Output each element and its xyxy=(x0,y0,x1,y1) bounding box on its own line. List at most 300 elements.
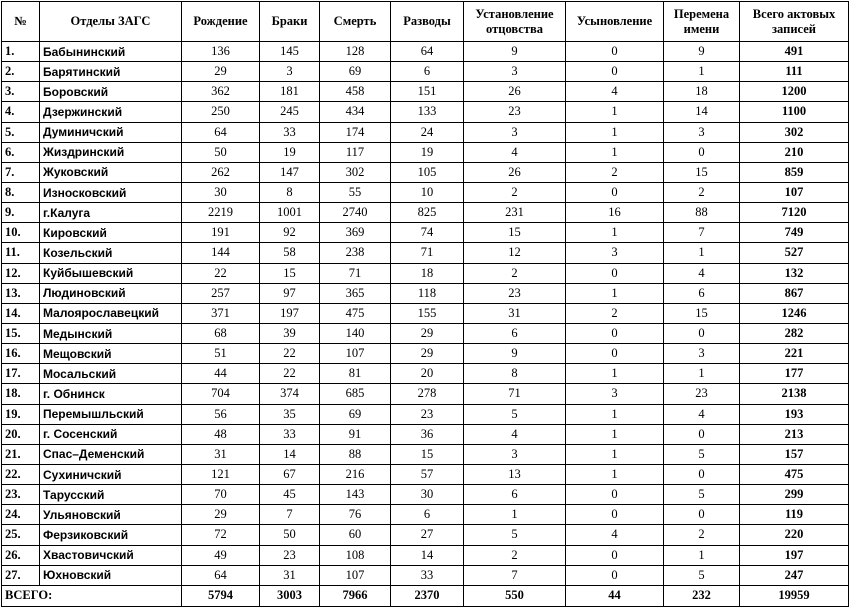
row-number: 1. xyxy=(2,42,40,62)
birth-cell: 136 xyxy=(182,42,260,62)
table-row xyxy=(2,102,849,122)
marriage-cell: 22 xyxy=(260,364,320,384)
adoption-cell: 4 xyxy=(566,525,664,545)
adoption-cell: 4 xyxy=(566,82,664,102)
paternity-cell: 8 xyxy=(464,364,566,384)
paternity-cell: 15 xyxy=(464,223,566,243)
table-row xyxy=(2,303,849,323)
death-cell: 55 xyxy=(320,182,391,202)
death-cell: 140 xyxy=(320,323,391,343)
name-change-cell: 6 xyxy=(664,283,740,303)
table-row xyxy=(2,464,849,484)
name-change-cell: 5 xyxy=(664,565,740,585)
header-death: Смерть xyxy=(320,2,391,42)
marriage-cell: 97 xyxy=(260,283,320,303)
totals-label: ВСЕГО: xyxy=(2,585,182,606)
table-row xyxy=(2,545,849,565)
name-change-cell: 0 xyxy=(664,505,740,525)
death-cell: 117 xyxy=(320,142,391,162)
row-number: 8. xyxy=(2,182,40,202)
adoption-cell: 16 xyxy=(566,203,664,223)
adoption-cell: 3 xyxy=(566,384,664,404)
adoption-cell: 1 xyxy=(566,404,664,424)
name-change-cell: 0 xyxy=(664,464,740,484)
adoption-cell: 1 xyxy=(566,424,664,444)
paternity-cell: 23 xyxy=(464,283,566,303)
table-row xyxy=(2,505,849,525)
header-num: № xyxy=(2,2,40,42)
adoption-cell: 0 xyxy=(566,565,664,585)
name-change-cell: 4 xyxy=(664,404,740,424)
name-change-cell: 0 xyxy=(664,424,740,444)
paternity-cell: 6 xyxy=(464,323,566,343)
divorce-cell: 825 xyxy=(391,203,464,223)
birth-cell: 362 xyxy=(182,82,260,102)
office-name: Жуковский xyxy=(40,162,182,182)
total-cell: 491 xyxy=(740,42,849,62)
table-body xyxy=(2,42,849,586)
death-cell: 71 xyxy=(320,263,391,283)
office-name: Людиновский xyxy=(40,283,182,303)
table-row xyxy=(2,485,849,505)
marriage-cell: 39 xyxy=(260,323,320,343)
paternity-cell: 2 xyxy=(464,182,566,202)
adoption-cell: 0 xyxy=(566,182,664,202)
table-row xyxy=(2,323,849,343)
death-cell: 76 xyxy=(320,505,391,525)
row-number: 18. xyxy=(2,384,40,404)
office-name: Дзержинский xyxy=(40,102,182,122)
divorce-cell: 74 xyxy=(391,223,464,243)
row-number: 20. xyxy=(2,424,40,444)
office-name: г. Сосенский xyxy=(40,424,182,444)
table-row xyxy=(2,42,849,62)
marriage-cell: 50 xyxy=(260,525,320,545)
total-cell: 221 xyxy=(740,344,849,364)
adoption-cell: 2 xyxy=(566,303,664,323)
marriage-cell: 14 xyxy=(260,444,320,464)
birth-cell: 31 xyxy=(182,444,260,464)
total-cell: 7120 xyxy=(740,203,849,223)
death-cell: 60 xyxy=(320,525,391,545)
divorce-cell: 10 xyxy=(391,182,464,202)
death-cell: 143 xyxy=(320,485,391,505)
divorce-cell: 33 xyxy=(391,565,464,585)
adoption-cell: 1 xyxy=(566,444,664,464)
row-number: 13. xyxy=(2,283,40,303)
header-divorce: Разводы xyxy=(391,2,464,42)
birth-cell: 64 xyxy=(182,565,260,585)
birth-cell: 144 xyxy=(182,243,260,263)
row-number: 16. xyxy=(2,344,40,364)
adoption-cell: 1 xyxy=(566,142,664,162)
office-name: Мосальский xyxy=(40,364,182,384)
death-cell: 69 xyxy=(320,404,391,424)
registry-statistics-table xyxy=(1,1,849,607)
paternity-cell: 231 xyxy=(464,203,566,223)
death-cell: 238 xyxy=(320,243,391,263)
table-row xyxy=(2,384,849,404)
paternity-cell: 23 xyxy=(464,102,566,122)
office-name: Медынский xyxy=(40,323,182,343)
marriage-cell: 145 xyxy=(260,42,320,62)
office-name: Перемышльский xyxy=(40,404,182,424)
paternity-cell: 13 xyxy=(464,464,566,484)
table-row xyxy=(2,82,849,102)
birth-cell: 64 xyxy=(182,122,260,142)
divorce-cell: 278 xyxy=(391,384,464,404)
divorce-cell: 6 xyxy=(391,505,464,525)
header-marriage: Браки xyxy=(260,2,320,42)
marriage-cell: 147 xyxy=(260,162,320,182)
table-row xyxy=(2,565,849,585)
paternity-cell: 7 xyxy=(464,565,566,585)
table-row xyxy=(2,223,849,243)
paternity-cell: 3 xyxy=(464,444,566,464)
table-row xyxy=(2,525,849,545)
adoption-cell: 1 xyxy=(566,464,664,484)
divorce-cell: 23 xyxy=(391,404,464,424)
birth-cell: 371 xyxy=(182,303,260,323)
death-cell: 365 xyxy=(320,283,391,303)
paternity-cell: 4 xyxy=(464,142,566,162)
divorce-cell: 71 xyxy=(391,243,464,263)
name-change-cell: 88 xyxy=(664,203,740,223)
row-number: 11. xyxy=(2,243,40,263)
header-name-change: Перемена имени xyxy=(664,2,740,42)
office-name: Хвастовичский xyxy=(40,545,182,565)
adoption-cell: 2 xyxy=(566,162,664,182)
marriage-cell: 67 xyxy=(260,464,320,484)
table-row xyxy=(2,142,849,162)
row-number: 15. xyxy=(2,323,40,343)
adoption-cell: 0 xyxy=(566,323,664,343)
divorce-cell: 155 xyxy=(391,303,464,323)
paternity-cell: 4 xyxy=(464,424,566,444)
table-row xyxy=(2,283,849,303)
marriage-cell: 22 xyxy=(260,344,320,364)
table-row xyxy=(2,444,849,464)
total-cell: 210 xyxy=(740,142,849,162)
marriage-cell: 245 xyxy=(260,102,320,122)
death-cell: 369 xyxy=(320,223,391,243)
row-number: 5. xyxy=(2,122,40,142)
name-change-cell: 15 xyxy=(664,162,740,182)
name-change-cell: 7 xyxy=(664,223,740,243)
header-office: Отделы ЗАГС xyxy=(40,2,182,42)
death-cell: 128 xyxy=(320,42,391,62)
name-change-cell: 1 xyxy=(664,62,740,82)
death-cell: 108 xyxy=(320,545,391,565)
marriage-cell: 3 xyxy=(260,62,320,82)
table-row xyxy=(2,424,849,444)
office-name: г.Калуга xyxy=(40,203,182,223)
row-number: 3. xyxy=(2,82,40,102)
marriage-cell: 1001 xyxy=(260,203,320,223)
row-number: 24. xyxy=(2,505,40,525)
death-cell: 458 xyxy=(320,82,391,102)
office-name: Ферзиковский xyxy=(40,525,182,545)
office-name: Износковский xyxy=(40,182,182,202)
adoption-cell: 0 xyxy=(566,545,664,565)
total-cell: 157 xyxy=(740,444,849,464)
birth-cell: 191 xyxy=(182,223,260,243)
paternity-cell: 12 xyxy=(464,243,566,263)
death-cell: 434 xyxy=(320,102,391,122)
header-birth: Рождение xyxy=(182,2,260,42)
table-row xyxy=(2,182,849,202)
adoption-cell: 0 xyxy=(566,485,664,505)
marriage-cell: 181 xyxy=(260,82,320,102)
row-number: 23. xyxy=(2,485,40,505)
adoption-cell: 0 xyxy=(566,42,664,62)
total-cell: 132 xyxy=(740,263,849,283)
name-change-cell: 5 xyxy=(664,444,740,464)
total-cell: 1246 xyxy=(740,303,849,323)
marriage-cell: 58 xyxy=(260,243,320,263)
name-change-cell: 18 xyxy=(664,82,740,102)
totals-adoption: 44 xyxy=(566,585,664,606)
death-cell: 107 xyxy=(320,344,391,364)
name-change-cell: 2 xyxy=(664,525,740,545)
paternity-cell: 3 xyxy=(464,62,566,82)
name-change-cell: 3 xyxy=(664,122,740,142)
total-cell: 107 xyxy=(740,182,849,202)
total-cell: 213 xyxy=(740,424,849,444)
name-change-cell: 0 xyxy=(664,323,740,343)
divorce-cell: 6 xyxy=(391,62,464,82)
header-adoption: Усыновление xyxy=(566,2,664,42)
birth-cell: 50 xyxy=(182,142,260,162)
adoption-cell: 0 xyxy=(566,62,664,82)
totals-row xyxy=(2,585,849,606)
row-number: 25. xyxy=(2,525,40,545)
birth-cell: 51 xyxy=(182,344,260,364)
birth-cell: 121 xyxy=(182,464,260,484)
total-cell: 177 xyxy=(740,364,849,384)
marriage-cell: 7 xyxy=(260,505,320,525)
office-name: Бабынинский xyxy=(40,42,182,62)
office-name: Боровский xyxy=(40,82,182,102)
table-row xyxy=(2,364,849,384)
divorce-cell: 30 xyxy=(391,485,464,505)
birth-cell: 70 xyxy=(182,485,260,505)
death-cell: 216 xyxy=(320,464,391,484)
adoption-cell: 1 xyxy=(566,283,664,303)
marriage-cell: 33 xyxy=(260,424,320,444)
name-change-cell: 4 xyxy=(664,263,740,283)
name-change-cell: 5 xyxy=(664,485,740,505)
death-cell: 475 xyxy=(320,303,391,323)
birth-cell: 44 xyxy=(182,364,260,384)
divorce-cell: 64 xyxy=(391,42,464,62)
name-change-cell: 2 xyxy=(664,182,740,202)
office-name: Думиничский xyxy=(40,122,182,142)
row-number: 21. xyxy=(2,444,40,464)
death-cell: 91 xyxy=(320,424,391,444)
header-row xyxy=(2,2,849,42)
paternity-cell: 2 xyxy=(464,263,566,283)
total-cell: 247 xyxy=(740,565,849,585)
adoption-cell: 1 xyxy=(566,102,664,122)
death-cell: 69 xyxy=(320,62,391,82)
total-cell: 859 xyxy=(740,162,849,182)
paternity-cell: 1 xyxy=(464,505,566,525)
row-number: 10. xyxy=(2,223,40,243)
birth-cell: 56 xyxy=(182,404,260,424)
office-name: Барятинский xyxy=(40,62,182,82)
birth-cell: 72 xyxy=(182,525,260,545)
marriage-cell: 23 xyxy=(260,545,320,565)
adoption-cell: 0 xyxy=(566,344,664,364)
paternity-cell: 26 xyxy=(464,82,566,102)
marriage-cell: 19 xyxy=(260,142,320,162)
table-row xyxy=(2,243,849,263)
divorce-cell: 18 xyxy=(391,263,464,283)
adoption-cell: 1 xyxy=(566,223,664,243)
total-cell: 193 xyxy=(740,404,849,424)
office-name: Козельский xyxy=(40,243,182,263)
birth-cell: 30 xyxy=(182,182,260,202)
name-change-cell: 1 xyxy=(664,243,740,263)
office-name: Спас–Деменский xyxy=(40,444,182,464)
marriage-cell: 15 xyxy=(260,263,320,283)
table-row xyxy=(2,203,849,223)
total-cell: 749 xyxy=(740,223,849,243)
death-cell: 81 xyxy=(320,364,391,384)
death-cell: 2740 xyxy=(320,203,391,223)
row-number: 27. xyxy=(2,565,40,585)
death-cell: 685 xyxy=(320,384,391,404)
row-number: 9. xyxy=(2,203,40,223)
name-change-cell: 14 xyxy=(664,102,740,122)
marriage-cell: 33 xyxy=(260,122,320,142)
table-row xyxy=(2,122,849,142)
table-row xyxy=(2,344,849,364)
adoption-cell: 3 xyxy=(566,243,664,263)
office-name: Куйбышевский xyxy=(40,263,182,283)
marriage-cell: 45 xyxy=(260,485,320,505)
table-row xyxy=(2,162,849,182)
name-change-cell: 1 xyxy=(664,364,740,384)
total-cell: 282 xyxy=(740,323,849,343)
totals-total: 19959 xyxy=(740,585,849,606)
marriage-cell: 197 xyxy=(260,303,320,323)
office-name: Ульяновский xyxy=(40,505,182,525)
totals-marriage: 3003 xyxy=(260,585,320,606)
birth-cell: 257 xyxy=(182,283,260,303)
table-row xyxy=(2,62,849,82)
birth-cell: 49 xyxy=(182,545,260,565)
paternity-cell: 3 xyxy=(464,122,566,142)
header-paternity: Установление отцовства xyxy=(464,2,566,42)
adoption-cell: 1 xyxy=(566,122,664,142)
paternity-cell: 9 xyxy=(464,42,566,62)
birth-cell: 250 xyxy=(182,102,260,122)
marriage-cell: 8 xyxy=(260,182,320,202)
paternity-cell: 5 xyxy=(464,525,566,545)
header-total: Всего актовых записей xyxy=(740,2,849,42)
divorce-cell: 15 xyxy=(391,444,464,464)
birth-cell: 2219 xyxy=(182,203,260,223)
divorce-cell: 29 xyxy=(391,344,464,364)
divorce-cell: 57 xyxy=(391,464,464,484)
row-number: 12. xyxy=(2,263,40,283)
paternity-cell: 31 xyxy=(464,303,566,323)
total-cell: 302 xyxy=(740,122,849,142)
birth-cell: 704 xyxy=(182,384,260,404)
divorce-cell: 151 xyxy=(391,82,464,102)
birth-cell: 29 xyxy=(182,62,260,82)
adoption-cell: 0 xyxy=(566,263,664,283)
paternity-cell: 5 xyxy=(464,404,566,424)
office-name: Тарусский xyxy=(40,485,182,505)
totals-paternity: 550 xyxy=(464,585,566,606)
divorce-cell: 105 xyxy=(391,162,464,182)
total-cell: 1100 xyxy=(740,102,849,122)
office-name: Юхновский xyxy=(40,565,182,585)
totals-birth: 5794 xyxy=(182,585,260,606)
office-name: г. Обнинск xyxy=(40,384,182,404)
total-cell: 1200 xyxy=(740,82,849,102)
marriage-cell: 92 xyxy=(260,223,320,243)
marriage-cell: 31 xyxy=(260,565,320,585)
total-cell: 867 xyxy=(740,283,849,303)
table-row xyxy=(2,404,849,424)
divorce-cell: 29 xyxy=(391,323,464,343)
total-cell: 197 xyxy=(740,545,849,565)
office-name: Малоярославецкий xyxy=(40,303,182,323)
row-number: 4. xyxy=(2,102,40,122)
name-change-cell: 1 xyxy=(664,545,740,565)
total-cell: 119 xyxy=(740,505,849,525)
paternity-cell: 9 xyxy=(464,344,566,364)
adoption-cell: 1 xyxy=(566,364,664,384)
marriage-cell: 374 xyxy=(260,384,320,404)
row-number: 2. xyxy=(2,62,40,82)
paternity-cell: 2 xyxy=(464,545,566,565)
totals-name-change: 232 xyxy=(664,585,740,606)
birth-cell: 22 xyxy=(182,263,260,283)
name-change-cell: 0 xyxy=(664,142,740,162)
divorce-cell: 27 xyxy=(391,525,464,545)
death-cell: 88 xyxy=(320,444,391,464)
birth-cell: 29 xyxy=(182,505,260,525)
divorce-cell: 24 xyxy=(391,122,464,142)
office-name: Сухиничский xyxy=(40,464,182,484)
total-cell: 220 xyxy=(740,525,849,545)
row-number: 7. xyxy=(2,162,40,182)
paternity-cell: 6 xyxy=(464,485,566,505)
total-cell: 111 xyxy=(740,62,849,82)
death-cell: 107 xyxy=(320,565,391,585)
marriage-cell: 35 xyxy=(260,404,320,424)
row-number: 19. xyxy=(2,404,40,424)
birth-cell: 262 xyxy=(182,162,260,182)
total-cell: 299 xyxy=(740,485,849,505)
death-cell: 174 xyxy=(320,122,391,142)
paternity-cell: 26 xyxy=(464,162,566,182)
name-change-cell: 9 xyxy=(664,42,740,62)
office-name: Мещовский xyxy=(40,344,182,364)
row-number: 17. xyxy=(2,364,40,384)
name-change-cell: 23 xyxy=(664,384,740,404)
row-number: 22. xyxy=(2,464,40,484)
death-cell: 302 xyxy=(320,162,391,182)
total-cell: 475 xyxy=(740,464,849,484)
table-row xyxy=(2,263,849,283)
divorce-cell: 20 xyxy=(391,364,464,384)
